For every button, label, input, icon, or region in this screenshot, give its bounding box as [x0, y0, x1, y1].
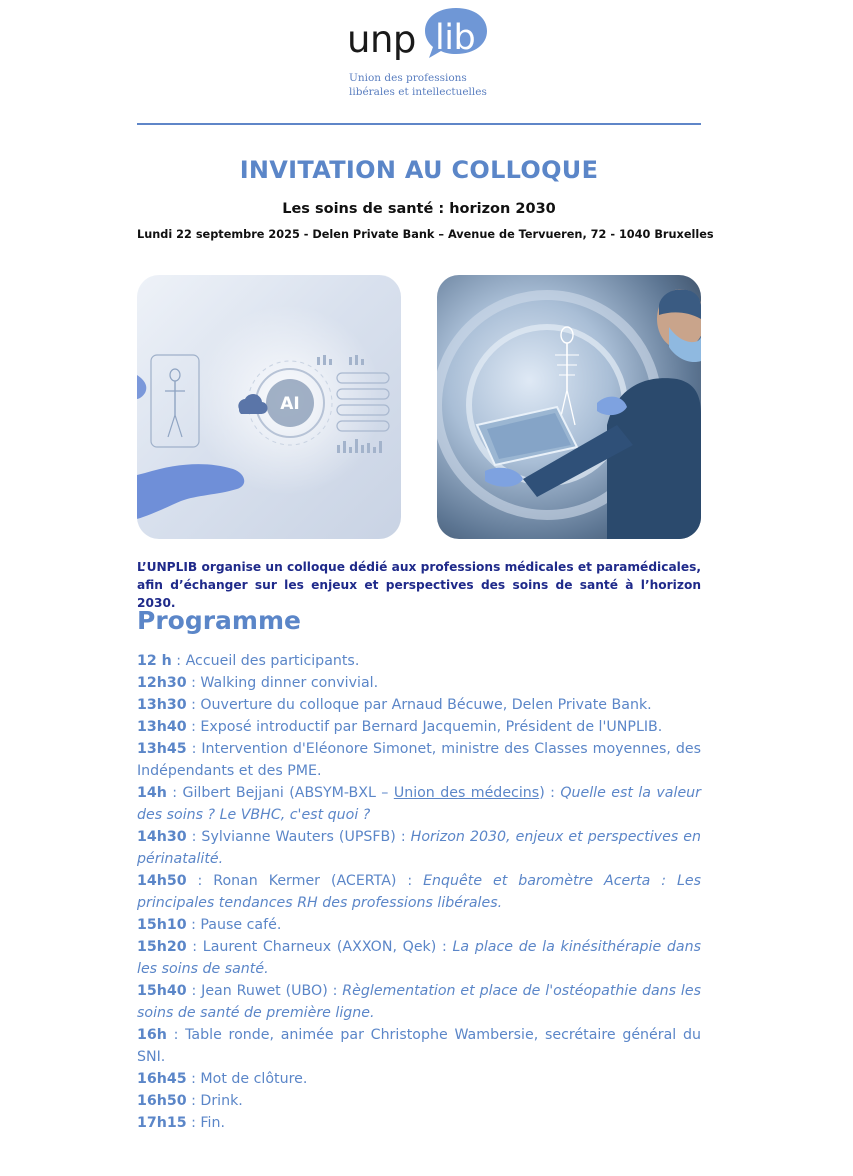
programme-time: 14h50 [137, 873, 187, 889]
programme-time: 13h30 [137, 697, 187, 713]
programme-title: Programme [137, 606, 301, 635]
programme-item [137, 716, 701, 738]
programme-item [137, 870, 701, 914]
programme-topic: Règlementation et place de l'ostéopathie dans les soins de santé de première ligne. [137, 983, 701, 1021]
programme-time: 15h40 [137, 983, 187, 999]
page-title: INVITATION AU COLLOQUE [239, 156, 599, 184]
programme-item [137, 738, 701, 782]
header-divider [137, 123, 701, 125]
programme-time: 14h [137, 785, 167, 801]
programme-text: : Laurent Charneux (AXXON, Qek) : [186, 939, 453, 955]
logo-tagline-line-2: libérales et intellectuelles [349, 86, 487, 98]
programme-item [137, 914, 701, 936]
programme-text: : Ouverture du colloque par Arnaud Bécuwe, Delen Private Bank. [186, 697, 652, 713]
programme-time: 15h20 [137, 939, 187, 955]
unplib-logo[interactable] [347, 4, 497, 100]
programme-item [137, 826, 701, 870]
ai-label: AI [280, 394, 300, 414]
union-des-medecins-link[interactable]: Union des médecins [393, 785, 540, 801]
event-dateline: Lundi 22 septembre 2025 - Delen Private Bank – Avenue de Tervueren, 72 - 1040 Bruxelles [137, 228, 714, 241]
programme-item [137, 980, 701, 1024]
programme-time: 16h45 [137, 1071, 187, 1087]
programme-text: : Walking dinner convivial. [186, 675, 379, 691]
programme-text: ) : [539, 785, 561, 801]
page-subtitle: Les soins de santé : horizon 2030 [282, 201, 556, 217]
programme-text: : Ronan Kermer (ACERTA) : [186, 873, 424, 889]
programme-text: : Sylvianne Wauters (UPSFB) : [186, 829, 411, 845]
programme-time: 17h15 [137, 1115, 187, 1131]
logo-word: unp [347, 18, 416, 61]
programme-text: : Jean Ruwet (UBO) : [186, 983, 343, 999]
programme-topic: Enquête et baromètre Acerta : Les principales tendances RH des professions libérales. [137, 873, 701, 911]
programme-time: 16h50 [137, 1093, 187, 1109]
programme-item [137, 936, 701, 980]
intro-paragraph: L’UNPLIB organise un colloque dédié aux professions médicales et paramédicales, afin d’échanger sur les enjeux et perspectives des soins de santé à l’horizon 2030. [137, 560, 701, 610]
programme-time: 14h30 [137, 829, 187, 845]
programme-text: : Accueil des participants. [171, 653, 360, 669]
logo-bubble-word: lib [435, 18, 476, 58]
programme-topic: Horizon 2030, enjeux et perspectives en périnatalité. [137, 829, 701, 867]
programme-text: : Drink. [186, 1093, 243, 1109]
programme-item [137, 782, 701, 826]
programme-text: : Intervention d'Eléonore Simonet, ministre des Classes moyennes, des Indépendants et des PME. [137, 741, 701, 779]
programme-text: : Fin. [186, 1115, 225, 1131]
programme-text: : Pause café. [186, 917, 282, 933]
programme-text: : Gilbert Bejjani (ABSYM-BXL – [166, 785, 394, 801]
logo-tagline-line-1: Union des professions [349, 72, 467, 84]
programme-text: : Mot de clôture. [186, 1071, 308, 1087]
programme-time: 16h [137, 1027, 167, 1043]
programme-topic: Quelle est la valeur des soins ? Le VBHC, c'est quoi ? [137, 785, 701, 823]
programme-list [137, 650, 701, 1134]
programme-text: : Table ronde, animée par Christophe Wambersie, secrétaire général du SNI. [137, 1027, 701, 1065]
ai-medical-hologram-image [137, 275, 401, 539]
programme-text: : Exposé introductif par Bernard Jacquemin, Président de l'UNPLIB. [186, 719, 663, 735]
programme-time: 13h40 [137, 719, 187, 735]
programme-time: 12h30 [137, 675, 187, 691]
programme-item [137, 650, 701, 672]
programme-item [137, 694, 701, 716]
programme-time: 13h45 [137, 741, 187, 757]
logo-tagline [349, 71, 487, 99]
programme-item [137, 1068, 701, 1090]
programme-item [137, 672, 701, 694]
programme-item [137, 1090, 701, 1112]
programme-topic: La place de la kinésithérapie dans les soins de santé. [137, 939, 701, 977]
programme-item [137, 1024, 701, 1068]
programme-time: 12 h [137, 653, 172, 669]
programme-time: 15h10 [137, 917, 187, 933]
programme-item [137, 1112, 701, 1134]
doctor-tablet-scanner-image [437, 275, 701, 539]
